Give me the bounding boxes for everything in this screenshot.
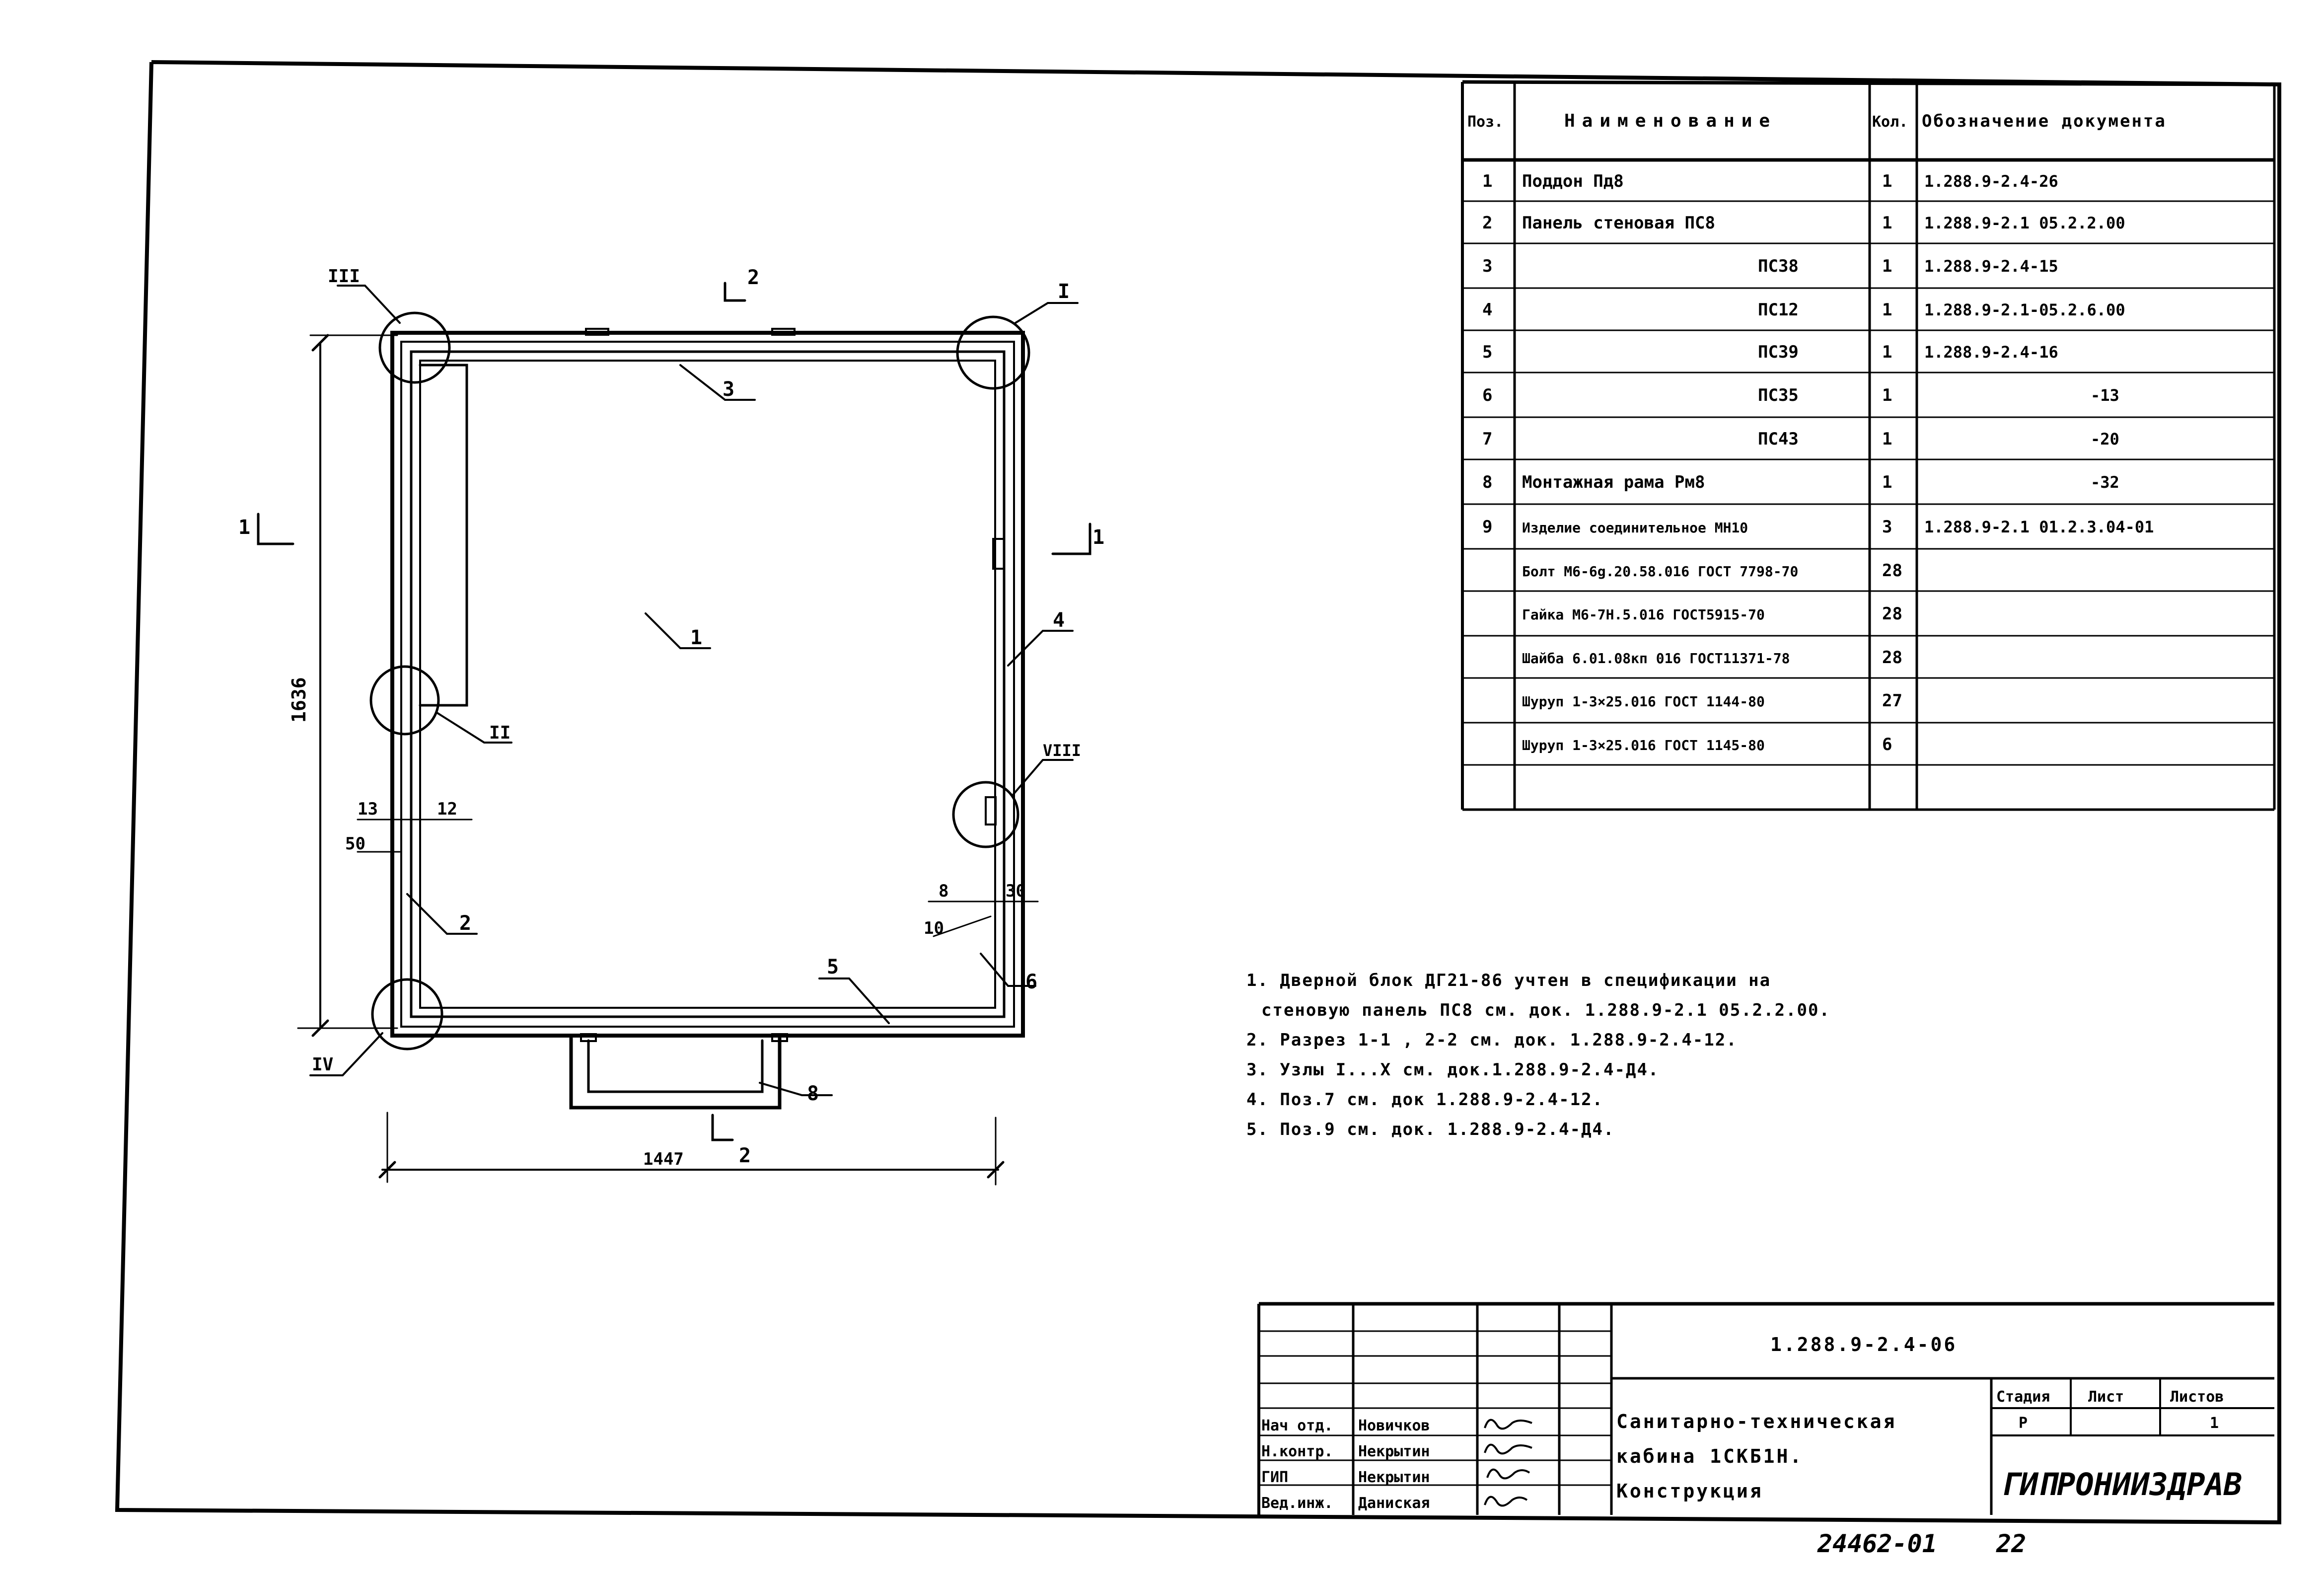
spec-cell-qty: 1 <box>1882 385 1892 405</box>
spec-cell-pos: 1 <box>1482 171 1493 191</box>
pos-label-5: 5 <box>827 956 839 978</box>
dim-height-label: 1636 <box>288 677 310 723</box>
leader-pos-4 <box>1008 631 1073 666</box>
signature-role: Н.контр. <box>1261 1443 1333 1460</box>
spec-cell-doc: -13 <box>2091 386 2119 405</box>
spec-header-pos: Поз. <box>1467 113 1504 131</box>
pos-label-1: 1 <box>690 626 703 649</box>
spec-cell-pos: 9 <box>1482 517 1493 537</box>
organization-name: ГИПРОНИИЗДРАВ <box>2001 1466 2243 1502</box>
spec-cell-pos: 3 <box>1482 256 1493 276</box>
sheets-value: 1 <box>2210 1415 2219 1432</box>
spec-cell-qty: 28 <box>1882 604 1902 624</box>
section-1-right-label: 1 <box>1092 526 1105 549</box>
note-line: стеновую панель ПС8 см. док. 1.288.9-2.1 05.2.2.00. <box>1261 1000 1830 1020</box>
spec-cell-pos: 8 <box>1482 472 1493 492</box>
signature-name: Даниская <box>1358 1495 1430 1512</box>
spec-table <box>1462 82 2274 810</box>
spec-cell-qty: 27 <box>1882 691 1902 711</box>
spec-table-rows <box>1482 171 2154 754</box>
cabin-outline-inner2 <box>420 361 995 1008</box>
spec-cell-qty: 28 <box>1882 561 1902 581</box>
leader-node-I <box>1016 303 1078 323</box>
node-label-I: I <box>1058 280 1070 303</box>
spec-cell-qty: 1 <box>1882 472 1892 492</box>
small-dim-8: 8 <box>939 881 949 901</box>
node-label-III: III <box>328 266 361 287</box>
spec-cell-qty: 1 <box>1882 213 1892 233</box>
signature-scribbles <box>1485 1420 1532 1506</box>
spec-cell-qty: 6 <box>1882 735 1892 754</box>
inventory-number: 24462-01 <box>1817 1529 1937 1558</box>
leader-node-III <box>338 286 400 323</box>
spec-cell-qty: 1 <box>1882 342 1892 362</box>
signature-4 <box>1485 1497 1527 1506</box>
spec-cell-name: ПС12 <box>1758 300 1799 320</box>
spec-cell-pos: 5 <box>1482 342 1493 362</box>
signatures-block <box>1261 1417 1430 1512</box>
node-label-VIII: VIII <box>1043 741 1082 760</box>
signature-3 <box>1487 1470 1529 1479</box>
dim-width-label: 1447 <box>643 1149 684 1169</box>
spec-cell-name: ПС43 <box>1758 429 1799 449</box>
spec-header-name: Наименование <box>1564 111 1777 131</box>
spec-cell-name: Шуруп 1-3×25.016 ГОСТ 1145-80 <box>1522 737 1765 753</box>
section-1-left-marker <box>258 514 293 544</box>
spec-cell-name: Гайка М6-7Н.5.016 ГОСТ5915-70 <box>1522 606 1765 623</box>
spec-cell-name: Панель стеновая ПС8 <box>1522 213 1715 233</box>
node-circle-IV <box>372 979 442 1049</box>
spec-cell-name: Поддон Пд8 <box>1522 171 1624 191</box>
leader-pos-3 <box>680 365 755 400</box>
signature-1 <box>1485 1420 1532 1429</box>
small-dim-10: 10 <box>924 918 944 938</box>
small-dim-30: 30 <box>1006 881 1026 901</box>
signature-role: Вед.инж. <box>1261 1495 1333 1512</box>
node-label-IV: IV <box>312 1054 334 1075</box>
spec-cell-name: ПС38 <box>1758 256 1799 276</box>
note-line: 3. Узлы I...X см. док.1.288.9-2.4-Д4. <box>1246 1060 1660 1080</box>
title-line-2: кабина 1СКБ1Н. <box>1616 1445 1804 1467</box>
cabin-outline-mid <box>401 342 1014 1027</box>
section-2-top-label: 2 <box>747 266 760 289</box>
pos-label-2: 2 <box>459 912 472 935</box>
title-line-3: Конструкция <box>1616 1480 1763 1502</box>
spec-cell-pos: 7 <box>1482 429 1493 449</box>
spec-cell-doc: 1.288.9-2.4-16 <box>1924 343 2058 362</box>
small-dim-50: 50 <box>345 834 365 854</box>
sheet-header: Лист <box>2088 1388 2124 1406</box>
spec-cell-doc: 1.288.9-2.4-26 <box>1924 172 2058 191</box>
spec-cell-qty: 1 <box>1882 300 1892 320</box>
spec-cell-doc: -32 <box>2091 473 2119 492</box>
signature-role: ГИП <box>1261 1469 1289 1486</box>
signature-name: Новичков <box>1358 1417 1430 1434</box>
spec-cell-pos: 2 <box>1482 213 1493 233</box>
spec-cell-name: Шуруп 1-3×25.016 ГОСТ 1144-80 <box>1522 693 1765 710</box>
node-label-II: II <box>489 723 511 743</box>
pos-label-4: 4 <box>1053 609 1065 632</box>
spec-cell-name: ПС35 <box>1758 385 1799 405</box>
spec-cell-qty: 28 <box>1882 648 1902 668</box>
spec-cell-name: ПС39 <box>1758 342 1799 362</box>
spec-header-doc: Обозначение документа <box>1922 111 2167 131</box>
spec-cell-name: Шайба 6.01.08кп 016 ГОСТ11371-78 <box>1522 650 1790 667</box>
spec-cell-qty: 1 <box>1882 171 1892 191</box>
section-1-right-marker <box>1053 524 1090 554</box>
spec-cell-name: Изделие соединительное МН10 <box>1522 520 1748 536</box>
notes-block <box>1246 971 1830 1139</box>
note-line: 2. Разрез 1-1 , 2-2 см. док. 1.288.9-2.4-12. <box>1246 1030 1738 1050</box>
note-line: 5. Поз.9 см. док. 1.288.9-2.4-Д4. <box>1246 1120 1615 1139</box>
section-1-left-label: 1 <box>238 516 251 539</box>
signature-role: Нач отд. <box>1261 1417 1333 1434</box>
spec-cell-doc: 1.288.9-2.1 01.2.3.04-01 <box>1924 518 2154 536</box>
spec-cell-name: Болт М6-6g.20.58.016 ГОСТ 7798-70 <box>1522 563 1799 580</box>
stage-header: Стадия <box>1996 1388 2050 1406</box>
spec-cell-name: Монтажная рама Рм8 <box>1522 472 1705 492</box>
spec-cell-qty: 1 <box>1882 429 1892 449</box>
signature-2 <box>1485 1445 1532 1454</box>
note-line: 1. Дверной блок ДГ21-86 учтен в спецификации на <box>1246 971 1771 990</box>
signature-name: Некрытин <box>1358 1469 1430 1486</box>
pos-label-8: 8 <box>807 1082 819 1105</box>
spec-cell-qty: 1 <box>1882 256 1892 276</box>
note-line: 4. Поз.7 см. док 1.288.9-2.4-12. <box>1246 1090 1604 1110</box>
title-line-1: Санитарно-техническая <box>1616 1411 1897 1432</box>
small-dim-12: 12 <box>437 799 457 819</box>
mounting-frame-inner <box>588 1041 762 1092</box>
section-2-top-marker <box>725 283 745 300</box>
page-number: 22 <box>1996 1529 2027 1558</box>
spec-header-qty: Кол. <box>1872 113 1908 131</box>
small-dim-13: 13 <box>358 799 378 819</box>
leader-pos-8 <box>760 1083 832 1095</box>
section-2-bottom-label: 2 <box>739 1144 751 1167</box>
sheets-header: Листов <box>2170 1388 2224 1406</box>
pos-label-3: 3 <box>723 378 735 401</box>
plan-drawing <box>258 283 1090 1185</box>
signature-name: Некрытин <box>1358 1443 1430 1460</box>
section-2-bottom-marker <box>713 1115 732 1140</box>
stage-value: Р <box>2019 1415 2028 1432</box>
cabin-outline-inner <box>411 352 1004 1017</box>
title-block <box>1259 1304 2274 1515</box>
spec-cell-qty: 3 <box>1882 517 1892 537</box>
mounting-frame-outer <box>571 1038 780 1108</box>
spec-cell-doc: 1.288.9-2.4-15 <box>1924 257 2058 276</box>
spec-cell-pos: 4 <box>1482 300 1493 320</box>
partition-left <box>420 365 467 705</box>
spec-cell-doc: -20 <box>2091 430 2119 449</box>
spec-cell-pos: 6 <box>1482 385 1493 405</box>
pos-label-6: 6 <box>1025 971 1038 993</box>
spec-cell-doc: 1.288.9-2.1 05.2.2.00 <box>1924 214 2125 232</box>
node-circle-II <box>371 667 438 734</box>
document-code: 1.288.9-2.4-06 <box>1770 1334 1958 1355</box>
spec-cell-doc: 1.288.9-2.1-05.2.6.00 <box>1924 300 2125 319</box>
